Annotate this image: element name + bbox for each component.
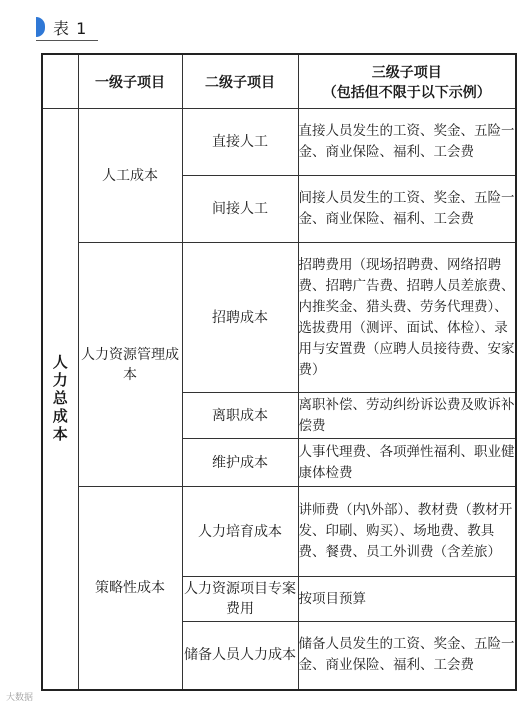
header-level3-title: 三级子项目: [371, 64, 442, 81]
level2-cell: 储备人员人力成本: [182, 622, 298, 690]
header-total-empty: [42, 54, 78, 109]
level2-cell: 间接人工: [182, 176, 298, 243]
total-cell: [42, 109, 78, 690]
level3-cell: 间接人员发生的工资、奖金、五险一金、商业保险、福利、工会费: [298, 176, 516, 243]
header-level3: [298, 54, 516, 109]
level3-cell: 离职补偿、劳动纠纷诉讼费及败诉补偿费: [298, 393, 516, 439]
table-row: [42, 487, 516, 577]
level3-cell: 直接人员发生的工资、奖金、五险一金、商业保险、福利、工会费: [298, 109, 516, 176]
table-row: [42, 109, 516, 176]
cost-table: [41, 53, 517, 691]
level1-cell: 策略性成本: [78, 487, 182, 690]
level3-cell: 招聘费用（现场招聘费、网络招聘费、招聘广告费、招聘人员差旅费、内推奖金、猎头费、劳务代理费）、选拔费用（测评、面试、体检）、录用与安置费（应聘人员接待费、安家费）: [298, 243, 516, 393]
level2-cell: 人力培育成本: [182, 487, 298, 577]
header-level2: 二级子项目: [182, 54, 298, 109]
caption-text: 表 1: [53, 18, 88, 38]
level1-cell: 人工成本: [78, 109, 182, 243]
level2-cell: 招聘成本: [182, 243, 298, 393]
header-level1: 一级子项目: [78, 54, 182, 109]
header-level3-note: （包括但不限于以下示例）: [322, 84, 491, 101]
caption-underline: [36, 40, 98, 41]
caption-marker-icon: [36, 17, 45, 37]
level2-cell: 维护成本: [182, 439, 298, 487]
header-row: [42, 54, 516, 109]
level3-cell: 按项目预算: [298, 577, 516, 622]
table-row: [42, 243, 516, 393]
level3-cell: 讲师费（内\外部）、教材费（教材开发、印刷、购买）、场地费、教具费、餐费、员工外训费（含差旅）: [298, 487, 516, 577]
level3-cell: 储备人员发生的工资、奖金、五险一金、商业保险、福利、工会费: [298, 622, 516, 690]
watermark: 大数据: [6, 693, 34, 703]
level2-cell: 人力资源项目专案费用: [182, 577, 298, 622]
level1-cell: 人力资源管理成本: [78, 243, 182, 487]
level2-cell: 离职成本: [182, 393, 298, 439]
level3-cell: 人事代理费、各项弹性福利、职业健康体检费: [298, 439, 516, 487]
table-caption: [36, 14, 87, 40]
level2-cell: 直接人工: [182, 109, 298, 176]
total-label: 人力总成本: [50, 353, 69, 444]
